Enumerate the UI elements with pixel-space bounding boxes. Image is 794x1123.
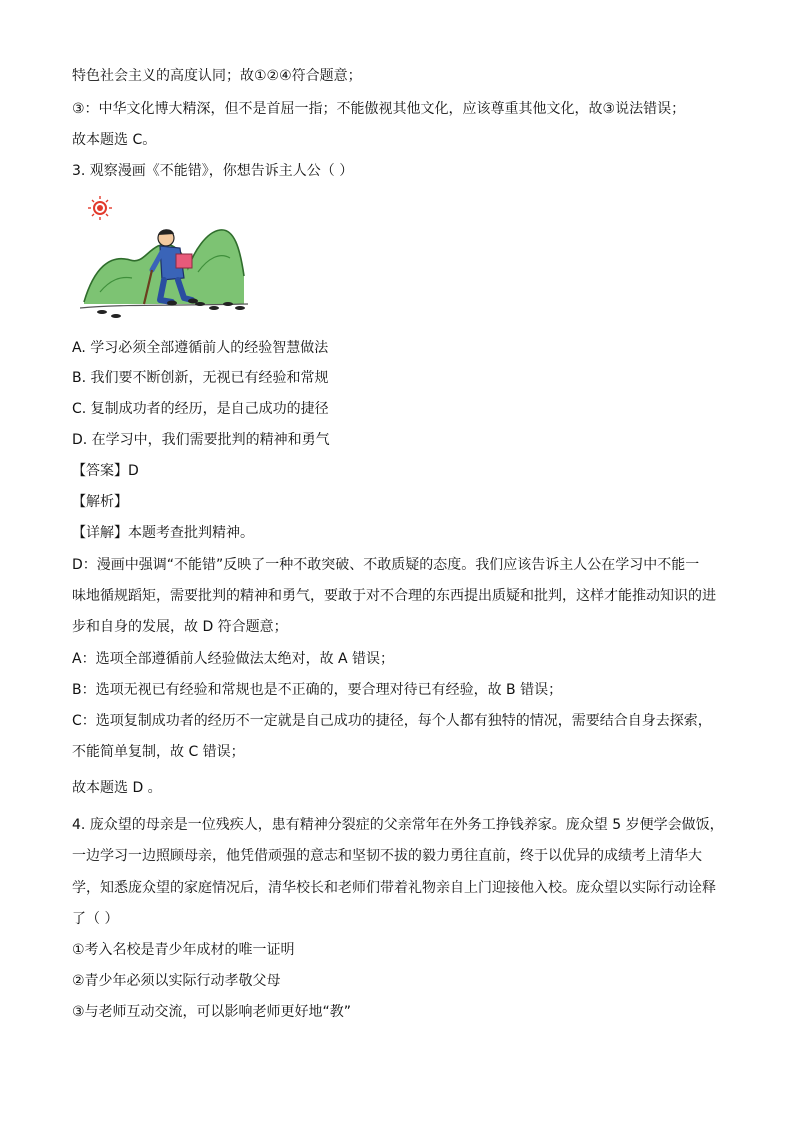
analysis-label: 【解析】: [72, 494, 128, 510]
detail-c-line-2: 不能简单复制，故 C 错误；: [72, 744, 245, 760]
ground-line: [80, 304, 248, 308]
question-4-statement-1: ①考入名校是青少年成材的唯一证明: [72, 942, 295, 958]
final-answer-line: 故本题选 D 。: [72, 780, 162, 796]
question-3-stem: 3. 观察漫画《不能错》，你想告诉主人公（ ）: [72, 163, 354, 179]
cartoon-svg: [80, 192, 248, 324]
question-3-option-a: A. 学习必须全部遵循前人的经验智慧做法: [72, 340, 329, 356]
question-3-option-c: C. 复制成功者的经历，是自己成功的捷径: [72, 401, 329, 417]
text-line-answer-choice: 故本题选 C。: [72, 132, 157, 148]
detail-label: 【详解】本题考查批判精神。: [72, 525, 254, 541]
cartoon-illustration: [80, 192, 248, 324]
answer-label: 【答案】D: [72, 463, 139, 479]
question-4-line-4: 了（ ）: [72, 911, 119, 927]
question-4-line-3: 学，知悉庞众望的家庭情况后，清华校长和老师们带着礼物亲自上门迎接他入校。庞众望以实际行动诠释: [72, 880, 716, 896]
detail-a-line: A：选项全部遵循前人经验做法太绝对，故 A 错误；: [72, 651, 395, 667]
detail-d-line-2: 味地循规蹈矩，需要批判的精神和勇气，要敢于对不合理的东西提出质疑和批判，这样才能推动知识的进: [72, 588, 716, 604]
text-line-explanation-3: ③：中华文化博大精深，但不是首屈一指；不能傲视其他文化，应该尊重其他文化，故③说法错误；: [72, 101, 686, 117]
question-3-option-b: B. 我们要不断创新，无视已有经验和常规: [72, 370, 329, 386]
sun-icon: [88, 196, 112, 220]
detail-c-line-1: C：选项复制成功者的经历不一定就是自己成功的捷径，每个人都有独特的情况，需要结合自身去探索，: [72, 713, 712, 729]
question-4-line-2: 一边学习一边照顾母亲，他凭借顽强的意志和坚韧不拔的毅力勇往直前，终于以优异的成绩考上清华大: [72, 848, 702, 864]
detail-d-line-1: D：漫画中强调“不能错”反映了一种不敢突破、不敢质疑的态度。我们应该告诉主人公在学习中不能一: [72, 557, 700, 573]
detail-b-line: B：选项无视已有经验和常规也是不正确的，要合理对待已有经验，故 B 错误；: [72, 682, 563, 698]
question-3-option-d: D. 在学习中，我们需要批判的精神和勇气: [72, 432, 330, 448]
question-4-statement-3: ③与老师互动交流，可以影响老师更好地“教”: [72, 1004, 352, 1020]
question-4-line-1: 4. 庞众望的母亲是一位残疾人，患有精神分裂症的父亲常年在外务工挣钱养家。庞众望 5 岁便学会做饭，: [72, 817, 724, 833]
detail-d-line-3: 步和自身的发展，故 D 符合题意；: [72, 619, 288, 635]
question-4-statement-2: ②青少年必须以实际行动孝敬父母: [72, 973, 281, 989]
text-line-continuation: 特色社会主义的高度认同；故①②④符合题意；: [72, 68, 362, 84]
